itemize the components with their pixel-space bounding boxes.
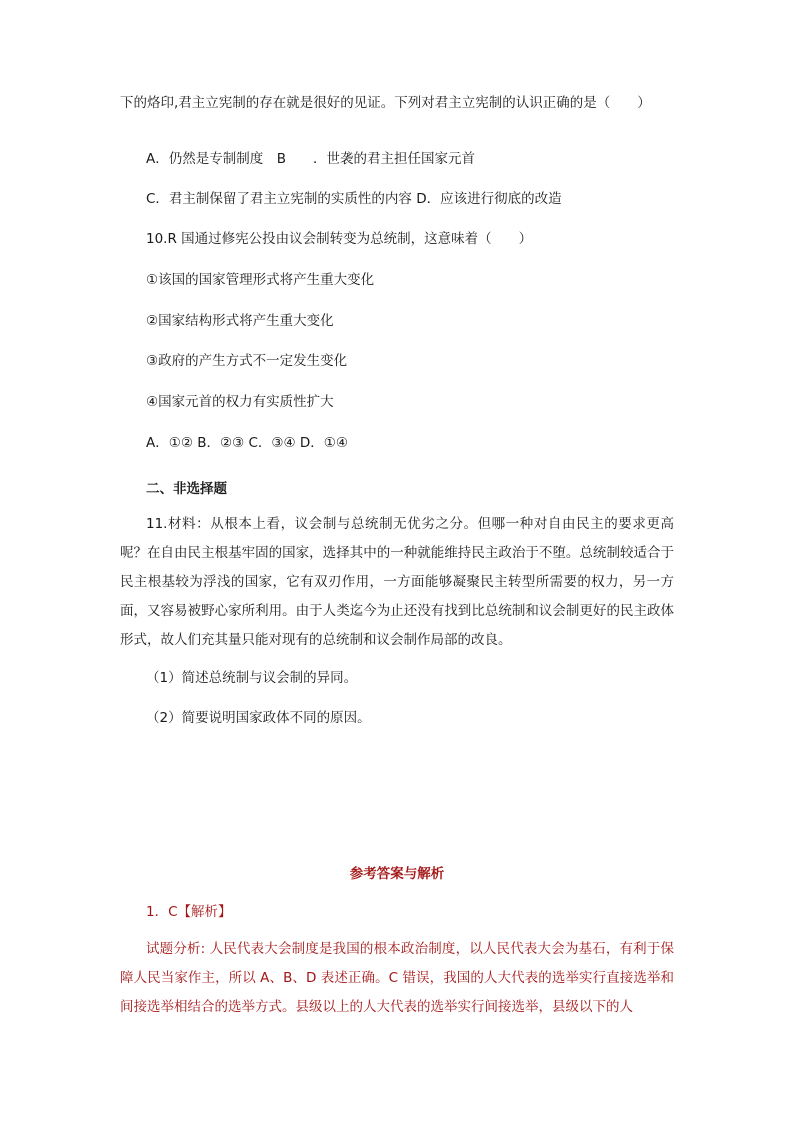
q11-sub-question-2: （2）简要说明国家政体不同的原因。 <box>146 710 371 726</box>
q11-material: 11.材料：从根本上看，议会制与总统制无优劣之分。但哪一种对自由民主的要求更高呢？在自由民主根基牢固的国家，选择其中的一种就能维持民主政治于不堕。总统制较适合于民主根基较为浮浅的国家，它有双刃作用，一方面能够凝聚民主转型所需要的权力，另一方面，又容易被野心家所利用。由于人类迄今为止还没有找到比总统制和议会制更好的民主政体形式，故人们充其量只能对现有的总统制和议会制作局部的改良。 <box>120 516 674 648</box>
q10-item-2: ②国家结构形式将产生重大变化 <box>146 313 334 329</box>
q9-option-cd: C．君主制保留了君主立宪制的实质性的内容 D．应该进行彻底的改造 <box>146 191 562 207</box>
q10-item-1: ①该国的国家管理形式将产生重大变化 <box>146 272 375 288</box>
answer-1-analysis: 试题分析: 人民代表大会制度是我国的根本政治制度，以人民代表大会为基石，有利于保障人民当家作主，所以 A、B、D 表述正确。C 错误，我国的人大代表的选举实行直接选举和间接选举相结合的选举方式。县级以上的人大代表的选举实行间接选举，县级以下的人 <box>120 941 674 1015</box>
answer-1-label: 1．C【解析】 <box>146 904 232 920</box>
q9-option-ab: A．仍然是专制制度 B ．世袭的君主担任国家元首 <box>146 151 475 167</box>
q9-stem-tail: 下的烙印,君主立宪制的存在就是很好的见证。下列对君主立宪制的认识正确的是（ ） <box>120 95 651 111</box>
answers-title: 参考答案与解析 <box>349 866 445 882</box>
q10-item-4: ④国家元首的权力有实质性扩大 <box>146 394 334 410</box>
q11-sub-question-1: （1）简述总统制与议会制的异同。 <box>146 670 358 686</box>
section-heading-non-choice: 二、非选择题 <box>146 481 227 497</box>
q10-item-3: ③政府的产生方式不一定发生变化 <box>146 353 348 369</box>
q10-stem: 10.R 国通过修宪公投由议会制转变为总统制，这意味着（ ） <box>146 231 533 247</box>
q10-options: A．①② B．②③ C．③④ D．①④ <box>146 435 349 451</box>
